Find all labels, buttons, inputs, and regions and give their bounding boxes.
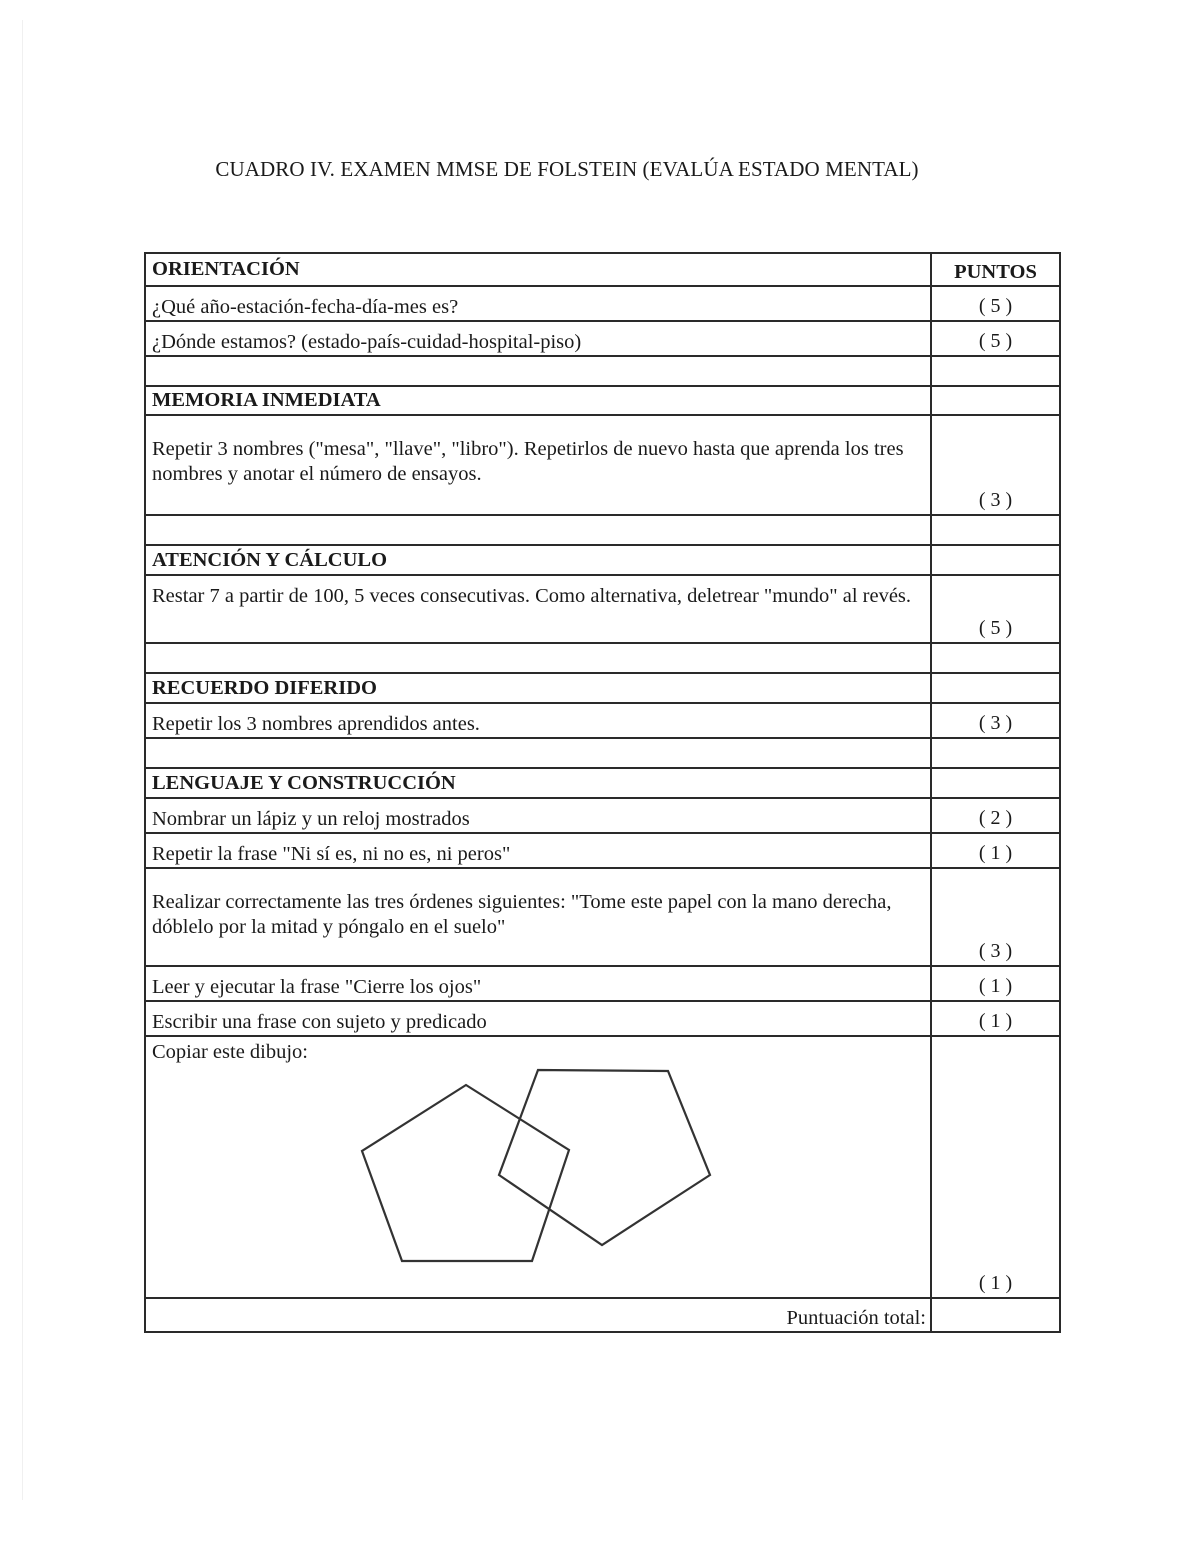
item-frase-text: Repetir la frase "Ni sí es, ni no es, ni peros" xyxy=(145,833,931,868)
item-donde-text: ¿Dónde estamos? (estado-país-cuidad-hospital-piso) xyxy=(145,321,931,356)
item-frase-points: ( 1 ) xyxy=(931,833,1060,868)
item-leer-points: ( 1 ) xyxy=(931,966,1060,1001)
spacer-row xyxy=(145,356,1060,386)
item-anio-text: ¿Qué año-estación-fecha-día-mes es? xyxy=(145,286,931,321)
item-restar-text: Restar 7 a partir de 100, 5 veces consecutivas. Como alternativa, deletrear "mundo" al revés. xyxy=(145,575,931,643)
section-memoria: MEMORIA INMEDIATA xyxy=(145,386,931,415)
item-recordar-text: Repetir los 3 nombres aprendidos antes. xyxy=(145,703,931,738)
copy-drawing-cell xyxy=(145,1036,931,1298)
item-ordenes-points: ( 3 ) xyxy=(931,868,1060,966)
section-recuerdo: RECUERDO DIFERIDO xyxy=(145,673,931,703)
points-header: PUNTOS xyxy=(931,253,1060,286)
item-restar-points: ( 5 ) xyxy=(931,575,1060,643)
table-row xyxy=(145,868,1060,966)
item-copiar-points: ( 1 ) xyxy=(931,1036,1060,1298)
spacer-row xyxy=(145,643,1060,673)
table-row xyxy=(145,966,1060,1001)
item-ordenes-text: Realizar correctamente las tres órdenes siguientes: "Tome este papel con la mano derecha, dóblelo por la mitad y póngalo en el suelo" xyxy=(145,868,931,966)
item-nombrar-text: Nombrar un lápiz y un reloj mostrados xyxy=(145,798,931,833)
mmse-table xyxy=(144,252,1061,1333)
section-orientacion: ORIENTACIÓN xyxy=(145,253,931,286)
total-score-value[interactable] xyxy=(931,1298,1060,1332)
page-edge xyxy=(22,20,23,1500)
table-row xyxy=(145,386,1060,415)
item-copiar-text: Copiar este dibujo: xyxy=(152,1041,309,1063)
table-row xyxy=(145,673,1060,703)
spacer-row xyxy=(145,738,1060,768)
item-anio-points: ( 5 ) xyxy=(931,286,1060,321)
table-row xyxy=(145,798,1060,833)
item-leer-text: Leer y ejecutar la frase "Cierre los ojos" xyxy=(145,966,931,1001)
table-row xyxy=(145,286,1060,321)
total-score-label: Puntuación total: xyxy=(145,1298,931,1332)
table-row xyxy=(145,703,1060,738)
page-title: CUADRO IV. EXAMEN MMSE DE FOLSTEIN (EVALÚA ESTADO MENTAL) xyxy=(215,157,919,181)
table-row xyxy=(145,415,1060,515)
item-recordar-points: ( 3 ) xyxy=(931,703,1060,738)
section-atencion: ATENCIÓN Y CÁLCULO xyxy=(145,545,931,575)
item-escribir-text: Escribir una frase con sujeto y predicado xyxy=(145,1001,931,1036)
pentagon-left xyxy=(362,1085,569,1261)
table-row xyxy=(145,1001,1060,1036)
table-row xyxy=(145,321,1060,356)
spacer-row xyxy=(145,515,1060,545)
table-row xyxy=(145,253,1060,286)
table-row xyxy=(145,545,1060,575)
table-row xyxy=(145,575,1060,643)
table-row xyxy=(145,768,1060,798)
table-row xyxy=(145,1298,1060,1332)
item-escribir-points: ( 1 ) xyxy=(931,1001,1060,1036)
pentagon-right xyxy=(499,1070,710,1245)
item-nombrar-points: ( 2 ) xyxy=(931,798,1060,833)
intersecting-pentagons-figure xyxy=(146,1065,926,1295)
item-donde-points: ( 5 ) xyxy=(931,321,1060,356)
table-row xyxy=(145,1036,1060,1298)
item-repetir3-points: ( 3 ) xyxy=(931,415,1060,515)
item-repetir3-text: Repetir 3 nombres ("mesa", "llave", "libro"). Repetirlos de nuevo hasta que aprenda los tres nombres y anotar el número de ensayos. xyxy=(145,415,931,515)
section-lenguaje: LENGUAJE Y CONSTRUCCIÓN xyxy=(145,768,931,798)
table-row xyxy=(145,833,1060,868)
